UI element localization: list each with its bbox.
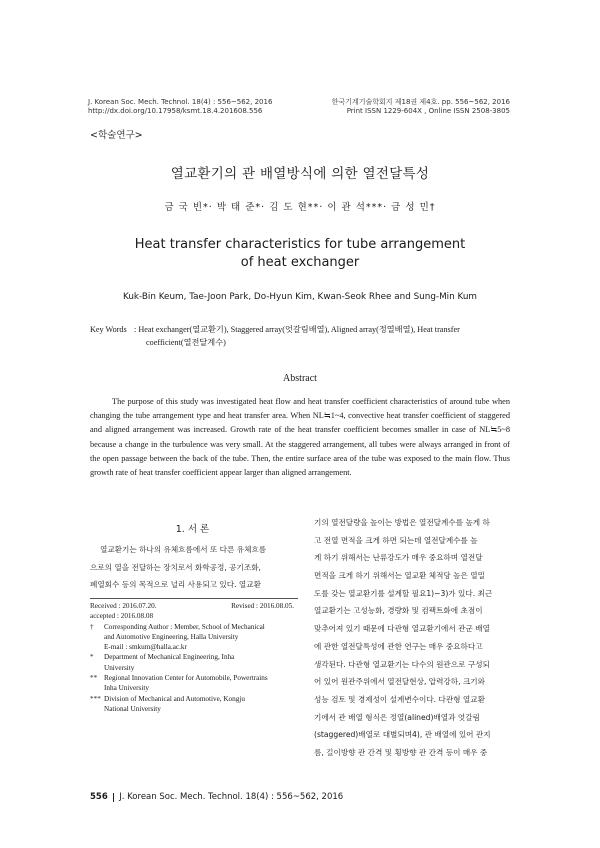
- english-title-line1: Heat transfer characteristics for tube arrangement: [134, 237, 466, 252]
- body-line: 성능 검토 및 경제성이 설계변수이다. 다관형 열교환: [314, 694, 485, 704]
- introduction-right-column: [314, 514, 514, 762]
- journal-citation-header: [88, 98, 272, 116]
- header-citation-line: J. Korean Soc. Mech. Technol. 18(4) : 556~562, 2016: [88, 98, 273, 106]
- header-korean-citation: 한국기계기술학회지 제18권 제4호. pp. 556~562, 2016: [331, 98, 510, 106]
- footnote-affiliation-1: * Department of Mechanical Engineering, Inha University: [90, 653, 235, 672]
- english-title-line2: of heat exchanger: [240, 255, 360, 270]
- keywords-block: [134, 323, 514, 349]
- body-line: 열교환기는 고성능화, 경량화 및 컴팩트화에 초점이: [314, 606, 483, 616]
- body-line: 도를 갖는 열교환기를 설계할 필요1)~3)가 있다. 최근: [314, 588, 493, 598]
- footnote-affiliation-2: ** Regional Innovation Center for Automobile, Powertrains Inha University: [90, 674, 268, 693]
- revised-date: Revised : 2016.08.05.: [231, 602, 294, 610]
- body-line: 기의 열전달량을 높이는 방법은 열전달계수를 높게 하: [314, 518, 490, 527]
- body-line: 고 전열 면적을 크게 하면 되는데 열전달계수를 높: [314, 535, 478, 545]
- header-issn: Print ISSN 1229-604X , Online ISSN 2508-3805: [346, 107, 510, 115]
- body-line: 생각된다. 다관형 열교환기는 다수의 원관으로 구성되: [314, 659, 490, 669]
- footer-citation: J. Korean Soc. Mech. Technol. 18(4) : 556~562, 2016: [119, 792, 344, 802]
- keywords-line2: coefficient(열전달계수): [146, 338, 226, 347]
- body-line: 에 관한 열전달특성에 관한 연구는 매우 중요하다고: [314, 641, 483, 651]
- article-type-tag: <학술연구>: [90, 130, 143, 141]
- body-line: (staggered)배열로 대별되며4), 관 배열에 있어 관지: [314, 730, 491, 740]
- english-title: [0, 236, 600, 272]
- introduction-heading: 1. 서 론: [175, 524, 210, 535]
- footnote-corresponding: † Corresponding Author : Member, School of Mechanical and Automotive Engineering, Halla University E-mail : smkum@halla.ac.kr: [90, 622, 265, 652]
- body-line: 으로의 열을 전달하는 장치로서 화학공정, 공기조화,: [90, 562, 261, 572]
- footer-separator: [113, 793, 115, 802]
- body-line: 폐열회수 등의 목적으로 널리 사용되고 있다. 열교환: [90, 580, 261, 590]
- footnotes: [90, 601, 300, 714]
- journal-issn-header: [332, 98, 510, 116]
- footnote-divider: [90, 598, 298, 599]
- page-footer: [90, 792, 343, 802]
- body-line: 면적을 크게 하기 위해서는 열교환 체적당 높은 열밀: [314, 571, 485, 581]
- introduction-left-column: [90, 541, 298, 594]
- footnote-affiliation-3: *** Division of Mechanical and Automotive, Kongju National University: [90, 694, 245, 713]
- body-line: 맞추어져 있기 때문에 다관형 열교환기에서 관군 배열: [314, 624, 490, 634]
- abstract-heading: Abstract: [283, 373, 317, 384]
- received-date: Received : 2016.07.20.: [90, 602, 157, 610]
- page-number: 556: [90, 792, 108, 802]
- keywords-label: Key Words: [90, 325, 127, 334]
- body-line: 열교환기는 하나의 유체흐름에서 또 다른 유체흐름: [100, 545, 267, 554]
- abstract-text: The purpose of this study was investigated heat flow and heat transfer coefficient characteristics of around tube when changing the tube arrangement type and heat transfer area. When NL≒1~4, convective heat transfer coefficient of staggered and aligned arrangement was increased. Growth rate of the heat transfer coefficient becomes smaller in case of NL≒5~8 because a change in the turbulence was very small. At the staggered arrangement, all tubes were always arranged in front of the open passage between the back of the tube. Then, the entire surface area of the tube was exposed to the main flow. Thus growth rate of heat transfer coefficient appear larger than aligned arrangement.: [90, 397, 510, 478]
- body-line: 게 하기 위해서는 난류강도가 매우 중요하며 열전달: [314, 553, 483, 563]
- keywords-line1: : Heat exchanger(열교환기), Staggered array(엇갈림배열), Aligned array(정열배열), Heat transfer: [134, 325, 460, 334]
- header-doi-link[interactable]: http://dx.doi.org/10.17958/ksmt.18.4.201608.556: [88, 107, 263, 115]
- body-line: 기에서 관 배열 형식은 정열(alined)배열과 엇갈림: [314, 712, 480, 722]
- accepted-date: accepted : 2016.08.08: [90, 612, 154, 621]
- english-authors: Kuk-Bin Keum, Tae-Joon Park, Do-Hyun Kim, Kwan-Seok Rhee and Sung-Min Kum: [123, 292, 477, 302]
- korean-authors: 금 국 빈*· 박 태 준*· 김 도 현**· 이 관 석***· 금 성 민†: [164, 202, 436, 213]
- author-email[interactable]: E-mail : smkum@halla.ac.kr: [104, 643, 187, 652]
- body-line: 름, 길이방향 관 간격 및 횡방향 관 간격 등이 매우 중: [314, 747, 488, 757]
- body-line: 어 있어 원관주위에서 열전달현상, 압력강하, 크기와: [314, 677, 485, 687]
- korean-title: 열교환기의 관 배열방식에 의한 열전달특성: [170, 166, 430, 182]
